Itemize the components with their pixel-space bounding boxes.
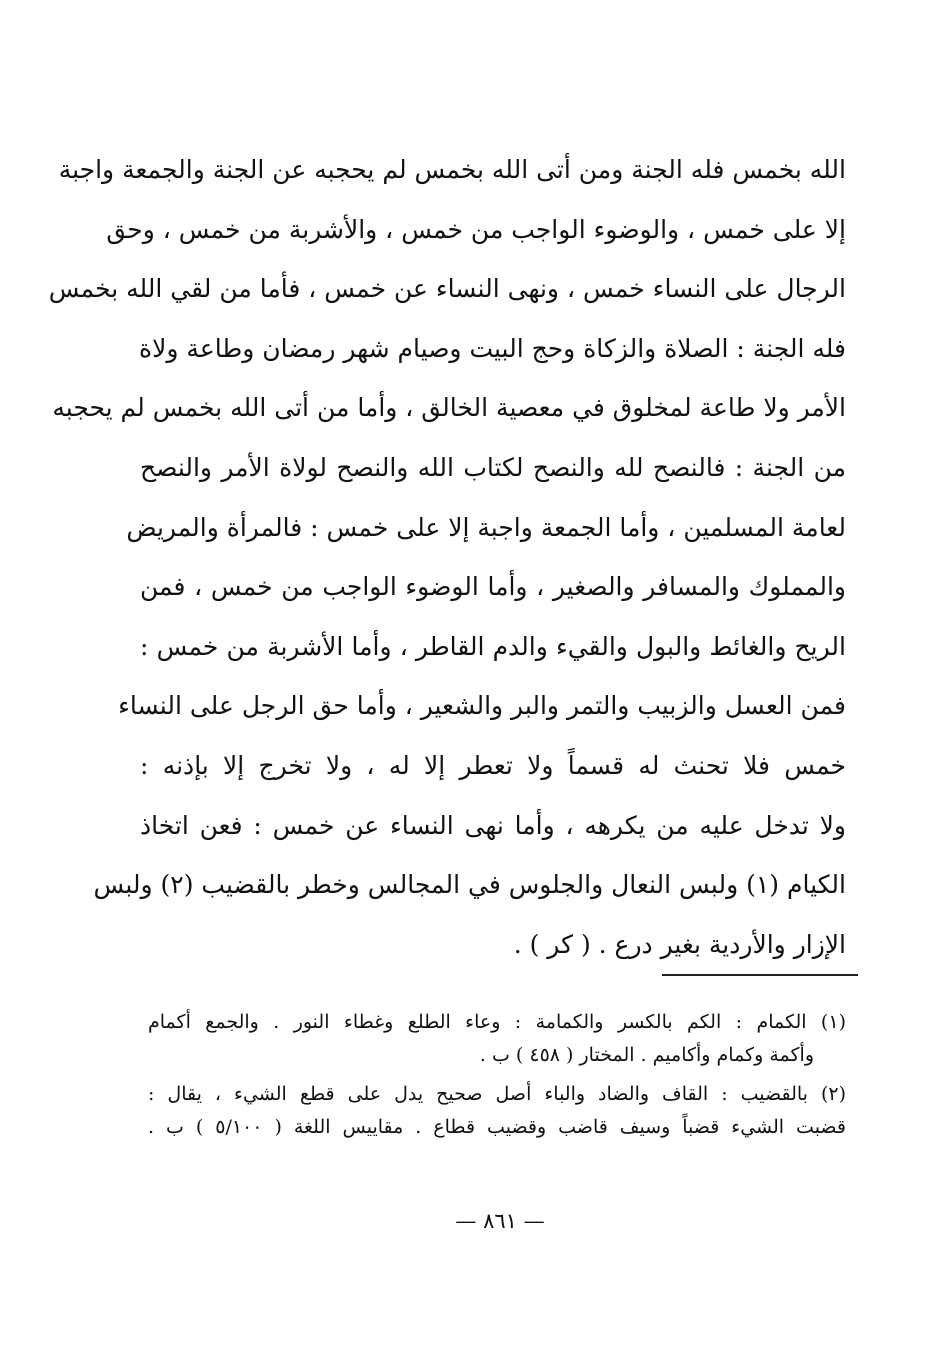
main-text	[48, 140, 846, 974]
footnote-line: (٢) بالقضيب : القاف والضاد والباء أصل صحيح يدل على قطع الشيء ، يقال :	[148, 1083, 846, 1105]
footnote-line: قضبت الشيء قضباً وسيف قاضب وقضيب قطاع . مقاييس اللغة ( ٥/١٠٠ ) ب .	[148, 1116, 846, 1138]
text-line: إلا على خمس ، والوضوء الواجب من خمس ، والأشربة من خمس ، وحق	[106, 214, 846, 244]
text-line: من الجنة : فالنصح لله والنصح لكتاب الله والنصح لولاة الأمر والنصح	[140, 452, 846, 482]
text-line: خمس فلا تحنث له قسماً ولا تعطر إلا له ، ولا تخرج إلا بإذنه :	[140, 750, 846, 780]
text-line: لعامة المسلمين ، وأما الجمعة واجبة إلا على خمس : فالمرأة والمريض	[126, 512, 846, 542]
text-line: الرجال على النساء خمس ، ونهى النساء عن خمس ، فأما من لقي الله بخمس	[48, 274, 846, 304]
footnote-line: (١) الكمام : الكم بالكسر والكمامة : وعاء الطلع وغطاء النور . والجمع أكمام	[148, 1011, 846, 1033]
text-line: الإزار والأردية بغير درع . ( كر ) .	[513, 929, 846, 959]
text-line: الريح والغائط والبول والقيء والدم القاطر ، وأما الأشربة من خمس :	[140, 631, 846, 661]
text-line: الله بخمس فله الجنة ومن أتى الله بخمس لم يحجبه عن الجنة والجمعة واجبة	[58, 155, 846, 184]
footnote-divider	[662, 974, 858, 976]
text-line: الكيام (١) ولبس النعال والجلوس في المجالس وخطر بالقضيب (٢) ولبس	[93, 870, 846, 900]
page-number: — ٨٦١ —	[455, 1209, 545, 1233]
text-line: ولا تدخل عليه من يكرهه ، وأما نهى النساء عن خمس : فعن اتخاذ	[140, 810, 846, 840]
footnotes	[148, 1006, 846, 1144]
footnote-line: وأكمة وكمام وأكاميم . المختار ( ٤٥٨ ) ب .	[479, 1044, 814, 1066]
text-line: فله الجنة : الصلاة والزكاة وحج البيت وصيام شهر رمضان وطاعة ولاة	[139, 333, 846, 363]
text-line: فمن العسل والزبيب والتمر والبر والشعير ، وأما حق الرجل على النساء	[118, 691, 846, 721]
text-line: الأمر ولا طاعة لمخلوق في معصية الخالق ، وأما من أتى الله بخمس لم يحجبه	[52, 393, 846, 423]
text-line: والمملوك والمسافر والصغير ، وأما الوضوء الواجب من خمس ، فمن	[140, 572, 846, 602]
